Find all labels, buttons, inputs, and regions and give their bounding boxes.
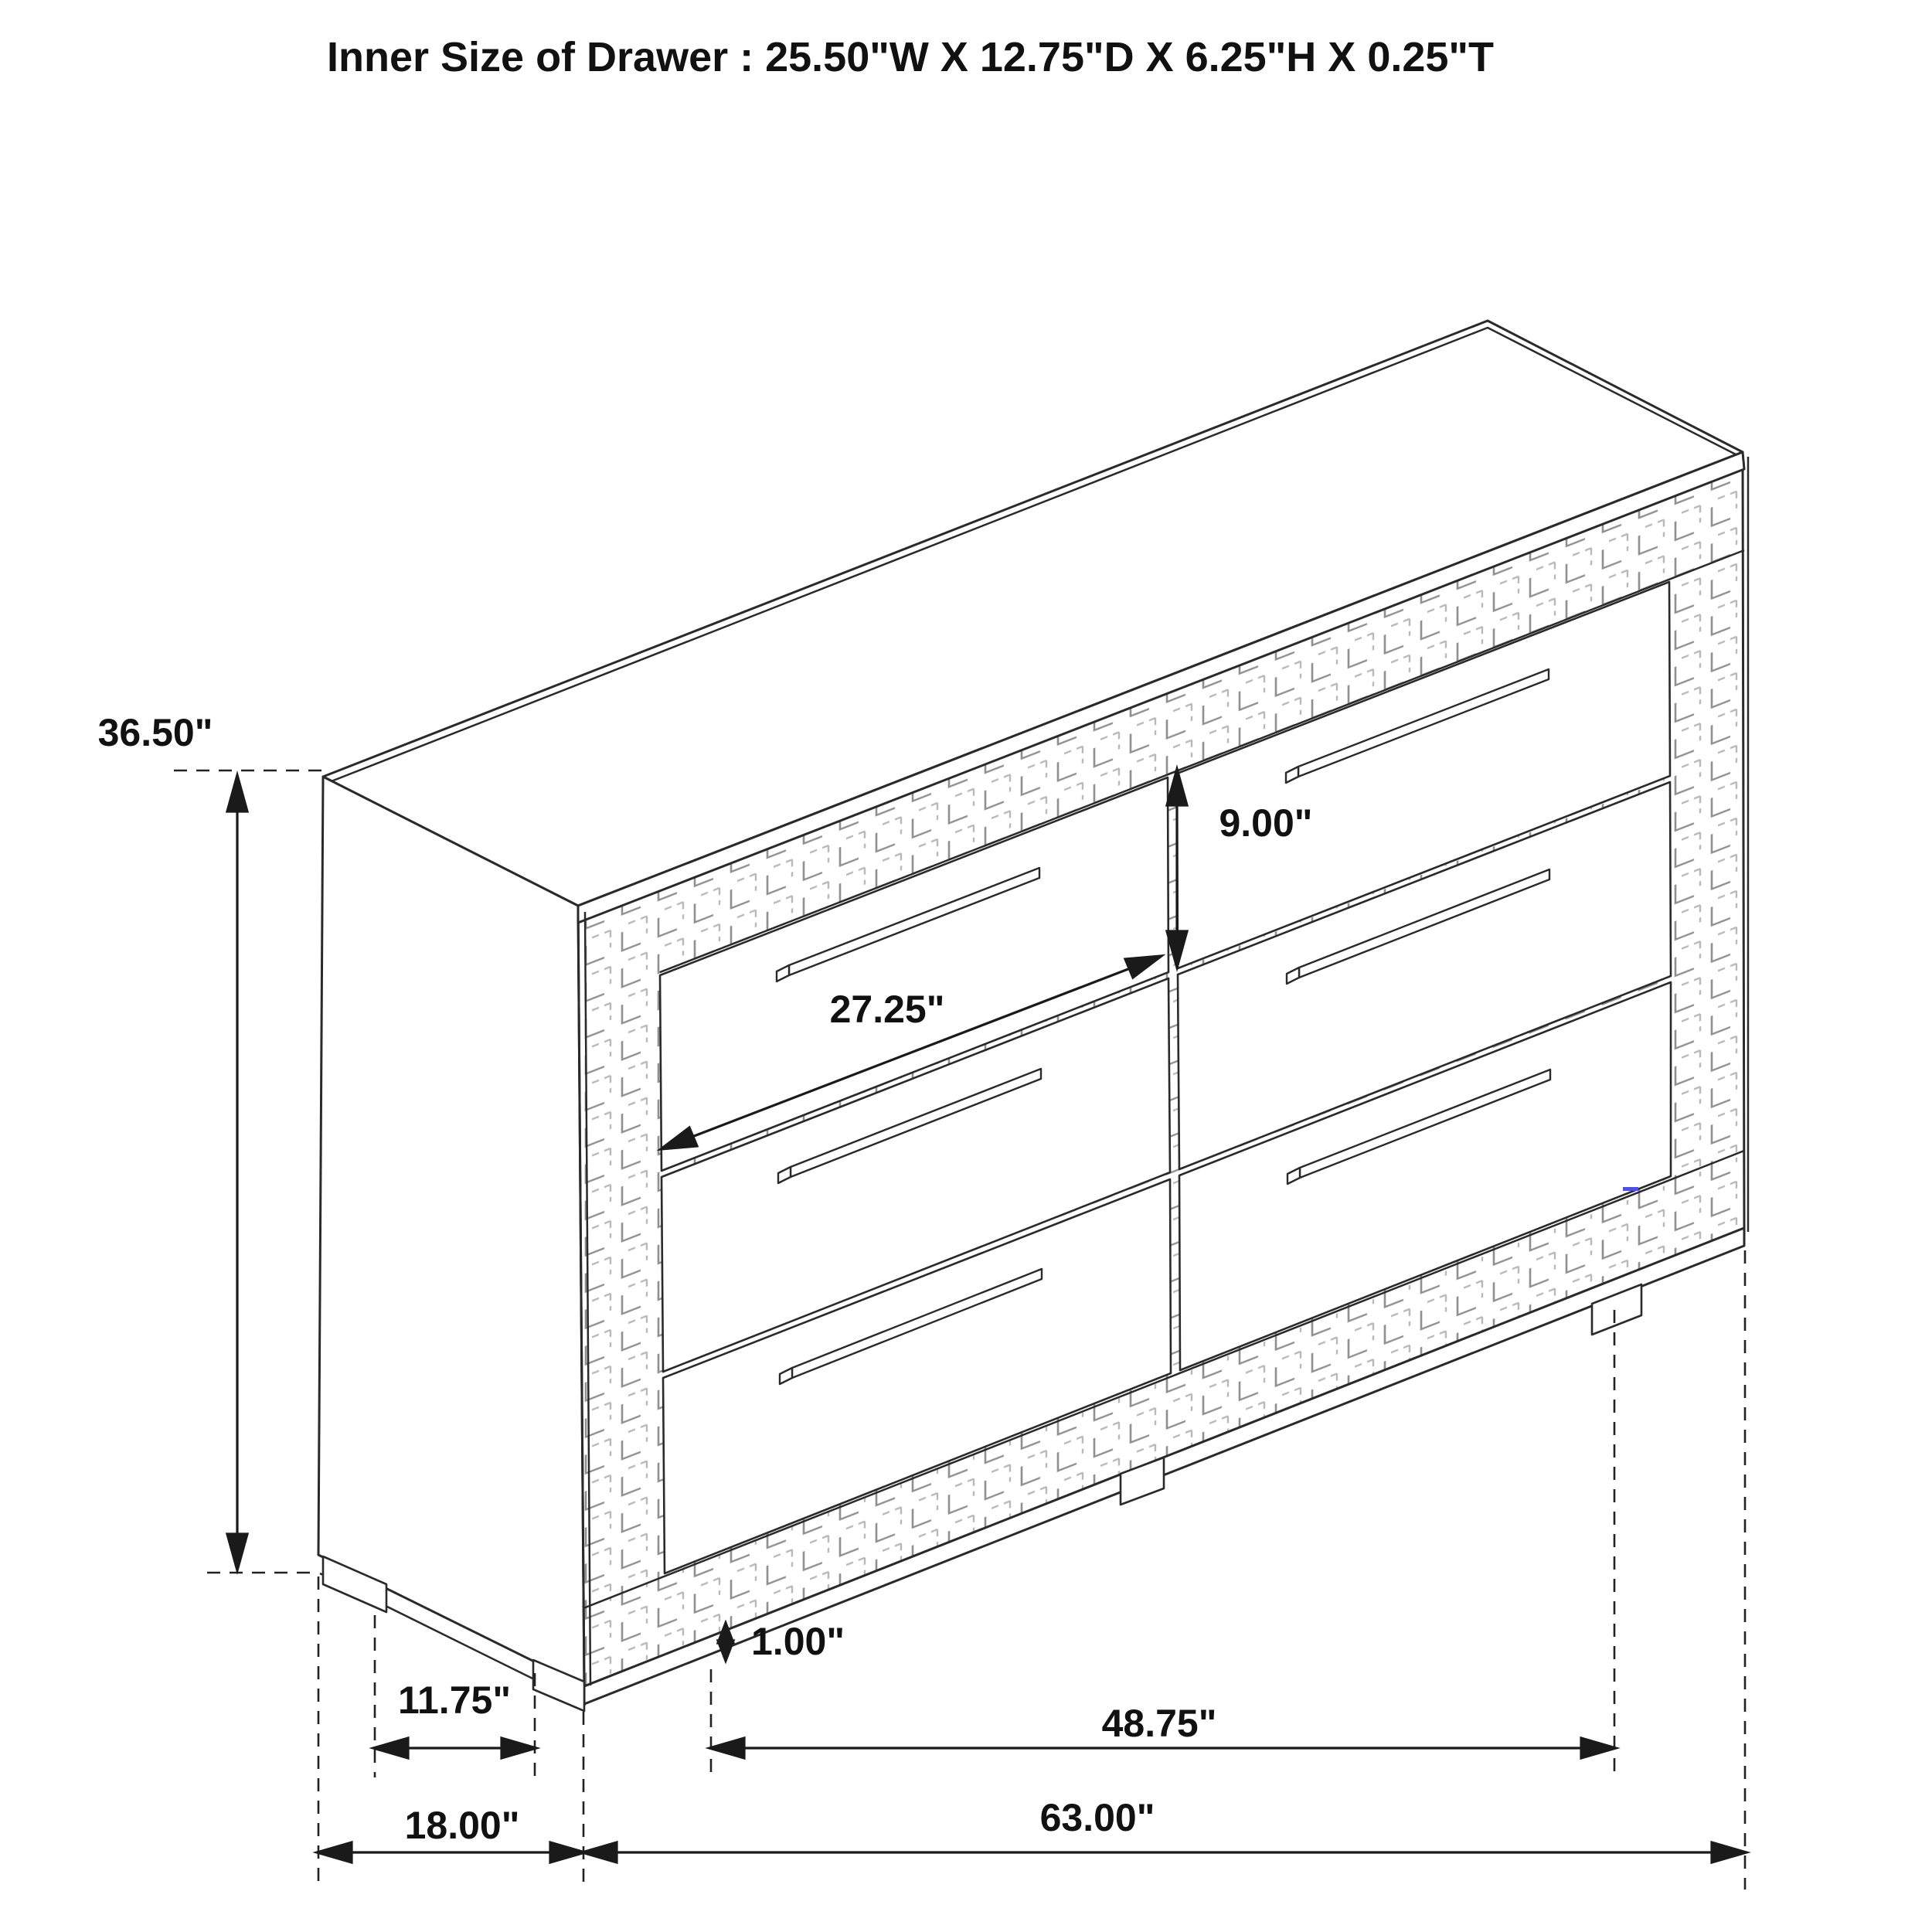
label-overall-height: 36.50" [97,711,213,754]
label-base-height: 1.00" [751,1620,845,1663]
label-drawer-width: 27.25" [829,988,945,1031]
label-front-feet-span: 48.75" [1101,1702,1217,1745]
label-side-foot-spacing: 11.75" [397,1679,512,1722]
label-drawer-height: 9.00" [1219,801,1313,845]
diagram-title: Inner Size of Drawer : 25.50"W X 12.75"D X 6.25"H X 0.25"T [326,34,1495,80]
left-side-panel [318,777,584,1686]
blue-artifact [1623,1187,1638,1191]
label-side-depth: 18.00" [404,1804,520,1847]
label-overall-width: 63.00" [1039,1796,1155,1839]
